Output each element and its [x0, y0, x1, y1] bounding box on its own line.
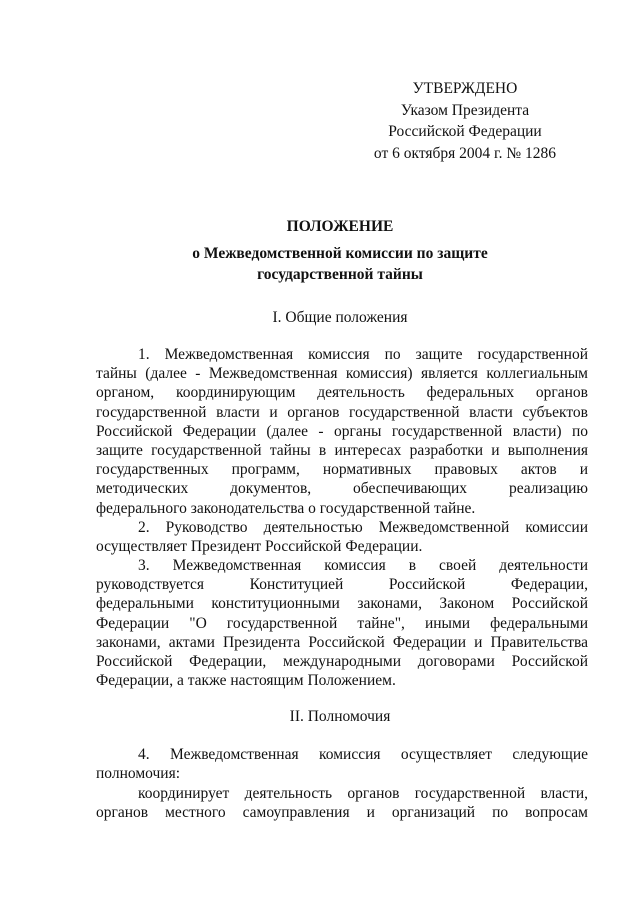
title-sub-line: государственной тайны	[257, 266, 423, 283]
title-main: ПОЛОЖЕНИЕ	[286, 218, 394, 235]
paragraph-2	[96, 518, 588, 556]
section-heading-general: I. Общие положения	[272, 309, 408, 326]
text-line: государственных программ, нормативных правовых актов и	[96, 461, 588, 479]
text-line: государственной власти и органов государственной власти субъектов	[96, 403, 588, 421]
text-line: Федерации "О государственной тайне", иными федеральными	[96, 614, 588, 632]
paragraph-1	[96, 345, 588, 518]
text-line: полномочия:	[96, 765, 181, 783]
text-line: 3. Межведомственная комиссия в своей деятельности	[138, 557, 588, 574]
section-heading-powers: II. Полномочия	[289, 708, 391, 725]
approval-line: от 6 октября 2004 г. № 1286	[373, 144, 557, 162]
text-line: федерального законодательства о государственной тайне.	[96, 499, 476, 517]
text-line: Федерации, а также настоящим Положением.	[96, 672, 396, 690]
text-line: координирует деятельность органов государственной власти,	[138, 785, 588, 802]
text-line: тайны (далее - Межведомственная комиссия) является коллегиальным	[96, 365, 588, 383]
approval-stamp	[350, 78, 580, 164]
paragraph-3	[96, 556, 588, 690]
text-line: законами, актами Президента Российской Федерации и Правительства	[96, 633, 588, 651]
approval-line: УТВЕРЖДЕНО	[412, 80, 518, 97]
text-line: методических документов, обеспечивающих реализацию	[96, 480, 588, 498]
text-line: защите государственной тайны в интересах разработки и выполнения	[96, 441, 588, 459]
text-line: федеральными конституционными законами, Законом Российской	[96, 595, 588, 613]
paragraph-4-item	[96, 784, 588, 822]
document-title	[95, 216, 585, 285]
paragraph-4	[96, 745, 588, 783]
text-line: осуществляет Президент Российской Федерации.	[96, 538, 423, 556]
title-sub-line: о Межведомственной комиссии по защите	[192, 245, 488, 262]
text-line: 4. Межведомственная комиссия осуществляет следующие	[138, 746, 588, 763]
text-line: органом, координирующим деятельность федеральных органов	[96, 384, 588, 402]
text-line: Российской Федерации (далее - органы государственной власти) по	[96, 422, 588, 440]
approval-line: Российской Федерации	[388, 123, 542, 140]
text-line: органов местного самоуправления и организаций по вопросам	[96, 804, 588, 822]
text-line: 2. Руководство деятельностью Межведомственной комиссии	[138, 519, 588, 536]
text-line: 1. Межведомственная комиссия по защите государственной	[138, 346, 588, 363]
approval-line: Указом Президента	[400, 101, 530, 119]
text-line: руководствуется Конституцией Российской Федерации,	[96, 576, 588, 594]
text-line: Российской Федерации, международными договорами Российской	[96, 652, 588, 670]
